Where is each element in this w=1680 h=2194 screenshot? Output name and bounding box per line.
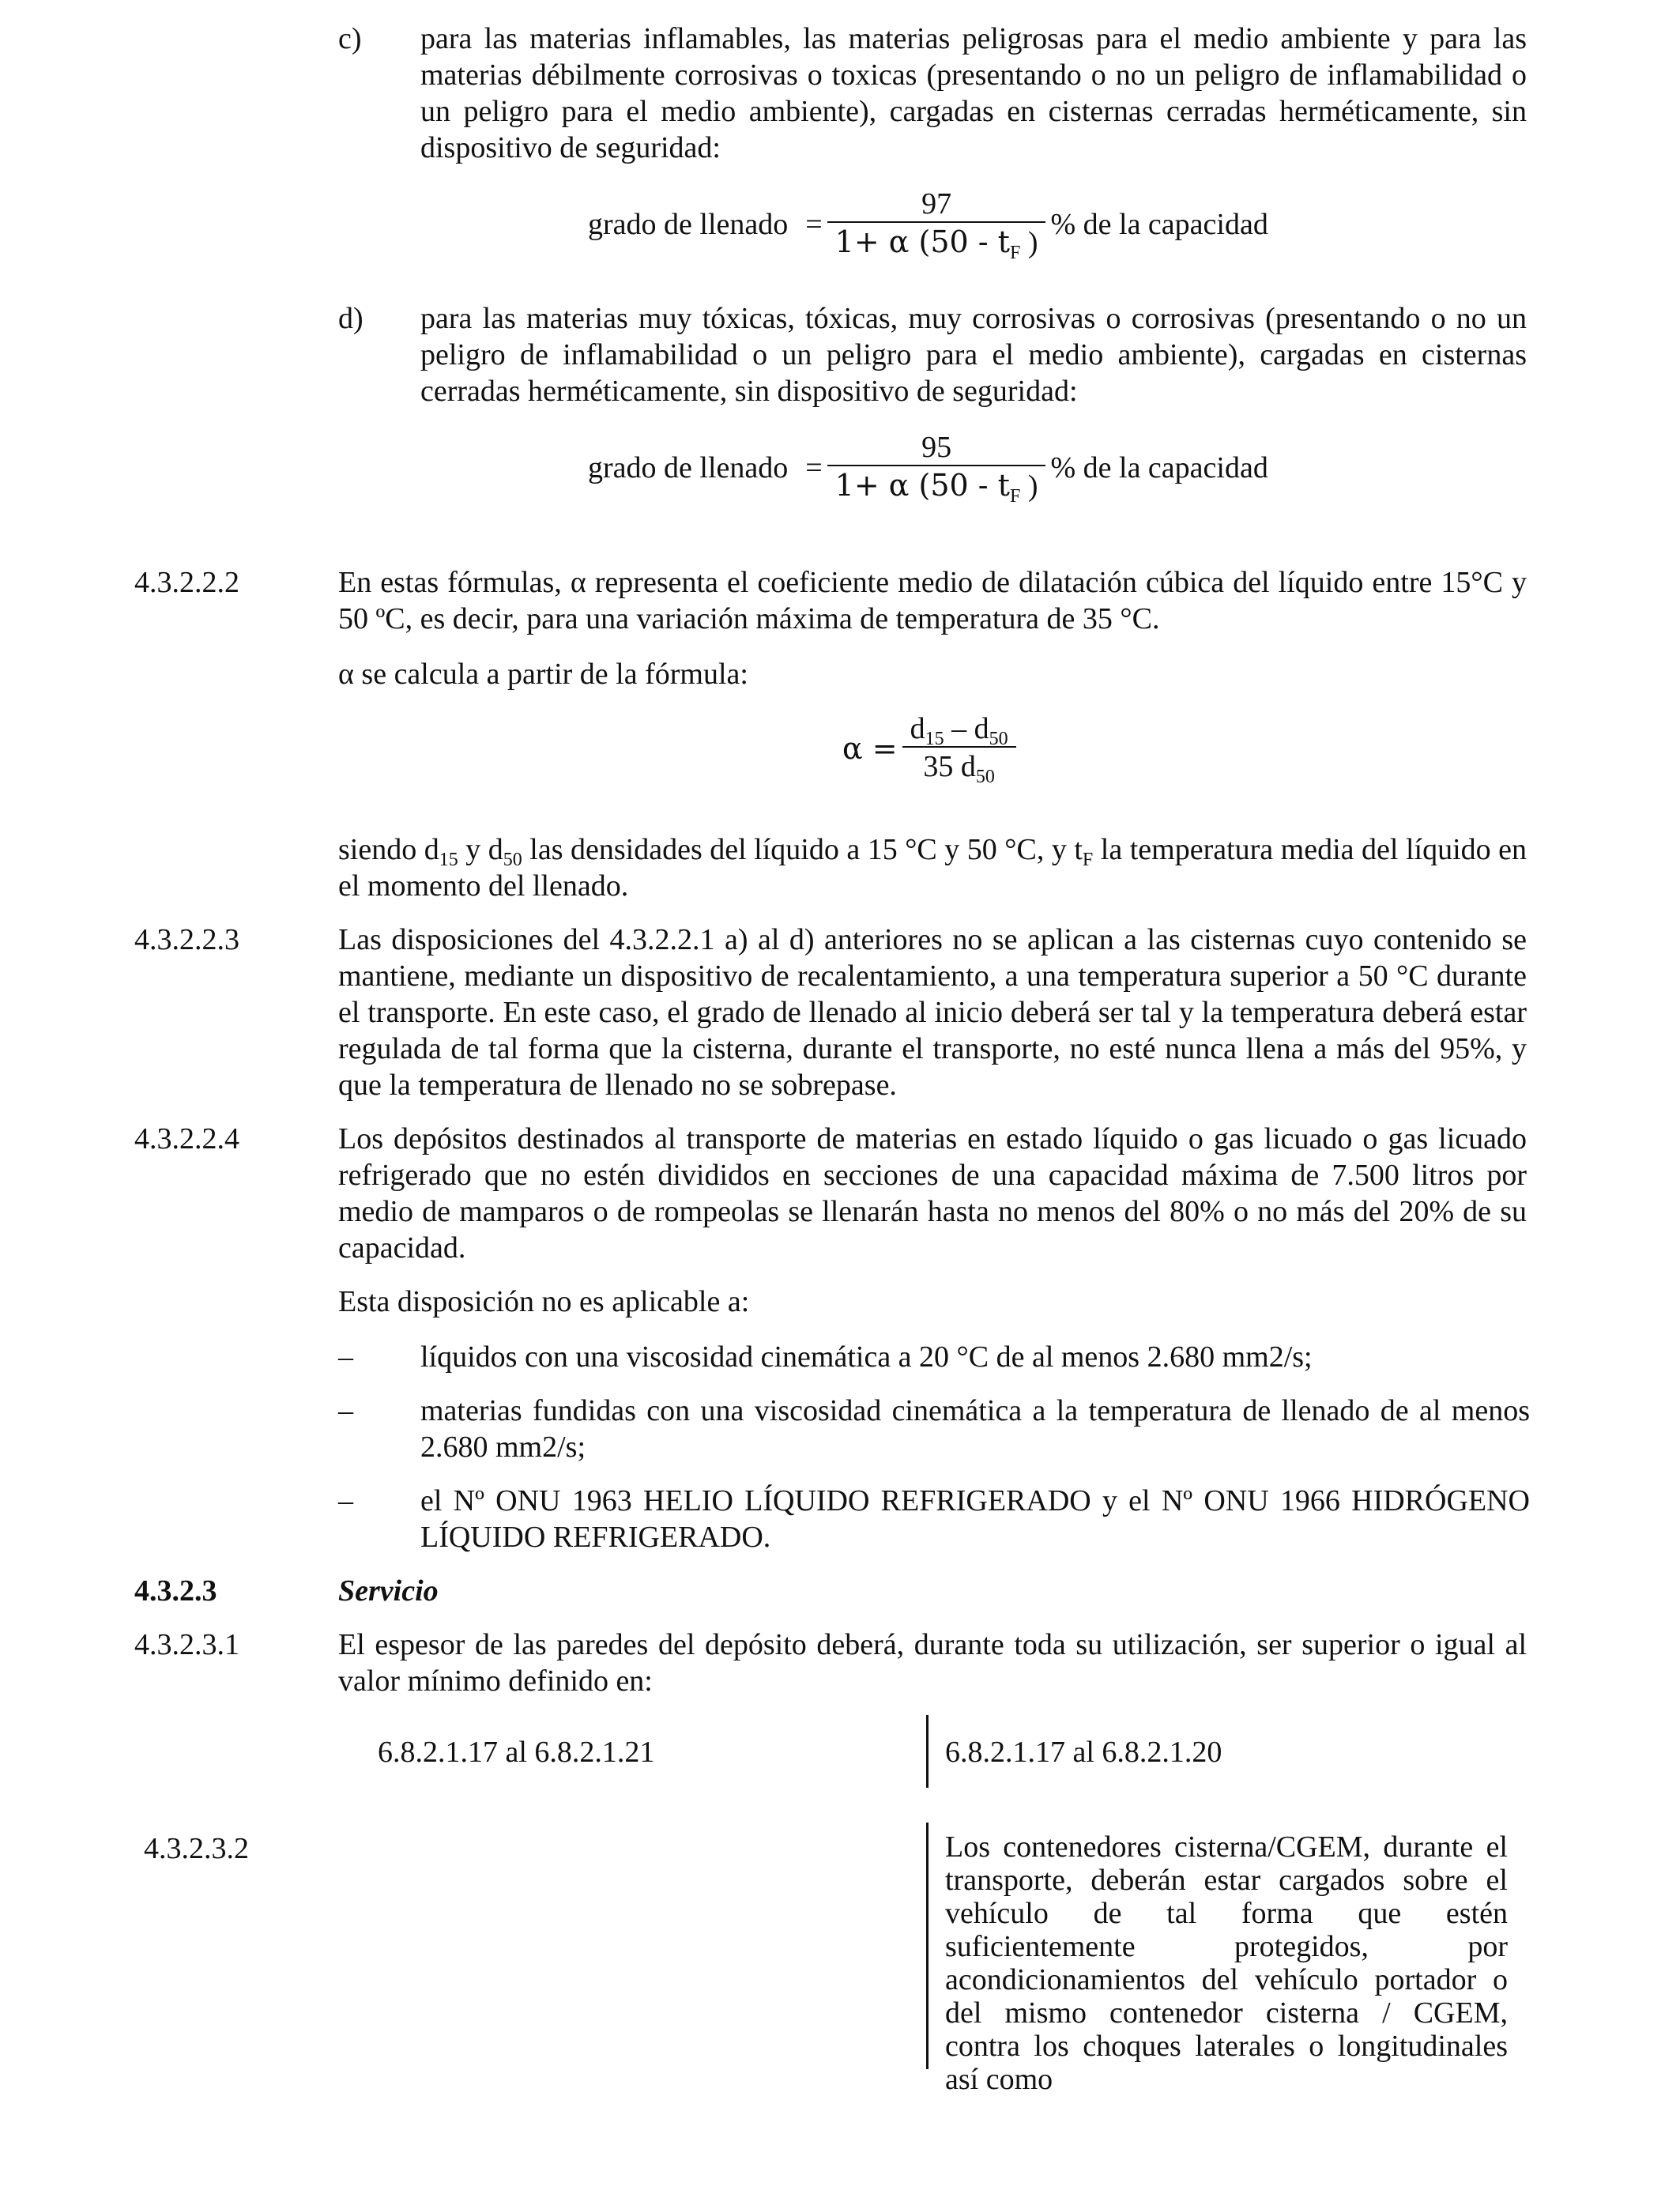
density-explanation: siendo $d_{15}$ y $d_{50}$ las densidades del líquido a 15 °C y 50 °C, y $t_F$ la temperatura media del líquido en el momento del llenado. xyxy=(338,833,1527,903)
column-right-reference: 6.8.2.1.17 al 6.8.2.1.20 xyxy=(945,1736,1222,1769)
formula-fraction xyxy=(827,430,1046,505)
section-text: Los depósitos destinados al transporte de materias en estado líquido o gas licuado o gas licuado refrigerado que no estén divididos en secciones de una capacidad máxima de 7.500 litros por medio de mamparos o de rompeolas se llenarán hasta no menos del 80% o no más del 20% de su capacidad. xyxy=(338,1122,1527,1265)
formula-equals: = xyxy=(805,207,823,241)
section-text: Las disposiciones del 4.3.2.2.1 a) al d) anteriores no se aplican a las cisternas cuyo contenido se mantiene, mediante un dispositivo de recalentamiento, a una temperatura superior a 50 °C durante el transporte. En este caso, el grado de llenado al inicio deberá ser tal y la temperatura deberá estar regulada de tal forma que la cisterna, durante el transporte, no esté nunca llena a más del 95%, y que la temperatura de llenado no se sobrepase. xyxy=(338,923,1527,1102)
formula-rhs: % de la capacidad xyxy=(1050,450,1268,484)
not-applicable-intro: Esta disposición no es aplicable a: xyxy=(338,1285,750,1318)
section-number: 4.3.2.3.2 xyxy=(144,1832,249,1865)
dash-marker: – xyxy=(338,1484,353,1517)
formula-denominator: 1+ α ($50 - t_F$ ) xyxy=(834,468,1038,507)
item-c-marker: c) xyxy=(338,22,362,55)
column-left-reference: 6.8.2.1.17 al 6.8.2.1.21 xyxy=(378,1736,655,1769)
item-d-marker: d) xyxy=(338,302,363,335)
alpha-denominator: 35 $d_{50}$ xyxy=(923,750,995,787)
fill-degree-formula-d xyxy=(588,430,1268,505)
section-number: 4.3.2.3 xyxy=(134,1574,217,1608)
column-divider xyxy=(926,1715,929,1788)
section-number: 4.3.2.2.3 xyxy=(134,923,239,956)
formula-equals: = xyxy=(805,450,823,484)
list-item: el Nº ONU 1963 HELIO LÍQUIDO REFRIGERADO y el Nº ONU 1966 HIDRÓGENO LÍQUIDO REFRIGERADO. xyxy=(420,1484,1530,1554)
list-item: materias fundidas con una viscosidad cinemática a la temperatura de llenado de al menos 2.680 mm2/s; xyxy=(420,1394,1530,1464)
formula-numerator: 97 xyxy=(921,187,952,221)
alpha-fraction xyxy=(902,711,1016,786)
dash-marker: – xyxy=(338,1340,353,1374)
section-number: 4.3.2.3.1 xyxy=(134,1628,239,1661)
item-d-text: para las materias muy tóxicas, tóxicas, muy corrosivas o corrosivas (presentando o no un peligro de inflamabilidad o un peligro para el medio ambiente), cargadas en cisternas cerradas herméticamente, sin dispositivo de seguridad: xyxy=(420,302,1527,408)
alpha-numerator: $d_{15} - d_{50}$ xyxy=(910,712,1008,749)
list-item: líquidos con una viscosidad cinemática a 20 °C de al menos 2.680 mm2/s; xyxy=(420,1340,1313,1374)
fill-degree-formula-c xyxy=(588,187,1268,262)
formula-lhs: grado de llenado xyxy=(588,450,789,484)
right-column-text: Los contenedores cisterna/CGEM, durante el transporte, deberán estar cargados sobre el vehículo de tal forma que estén suficientemente protegidos, por acondicionamientos del vehículo portador o del mismo contenedor cisterna / CGEM, contra los choques laterales o longitudinales así como xyxy=(945,1830,1508,2096)
formula-lhs: grado de llenado xyxy=(588,207,789,241)
formula-rhs: % de la capacidad xyxy=(1050,207,1268,241)
alpha-intro: α se calcula a partir de la fórmula: xyxy=(338,658,748,691)
formula-numerator: 95 xyxy=(921,431,952,464)
dash-marker: – xyxy=(338,1394,353,1427)
section-title: Servicio xyxy=(338,1574,439,1608)
alpha-formula xyxy=(842,711,1021,786)
section-number: 4.3.2.2.4 xyxy=(134,1122,239,1155)
formula-fraction xyxy=(827,187,1046,262)
section-text: En estas fórmulas, α representa el coeficiente medio de dilatación cúbica del líquido entre 15°C y 50 ºC, es decir, para una variación máxima de temperatura de 35 °C. xyxy=(338,566,1527,635)
column-divider xyxy=(926,1823,929,2069)
formula-denominator: 1+ α ($50 - t_F$ ) xyxy=(834,224,1038,263)
alpha-lhs: α = xyxy=(842,731,898,766)
section-number: 4.3.2.2.2 xyxy=(134,566,239,599)
section-text: El espesor de las paredes del depósito deberá, durante toda su utilización, ser superior o igual al valor mínimo definido en: xyxy=(338,1628,1527,1698)
item-c-text: para las materias inflamables, las materias peligrosas para el medio ambiente y para las materias débilmente corrosivas o toxicas (presentando o no un peligro de inflamabilidad o un peligro para el medio ambiente), cargadas en cisternas cerradas herméticamente, sin dispositivo de seguridad: xyxy=(420,22,1527,164)
